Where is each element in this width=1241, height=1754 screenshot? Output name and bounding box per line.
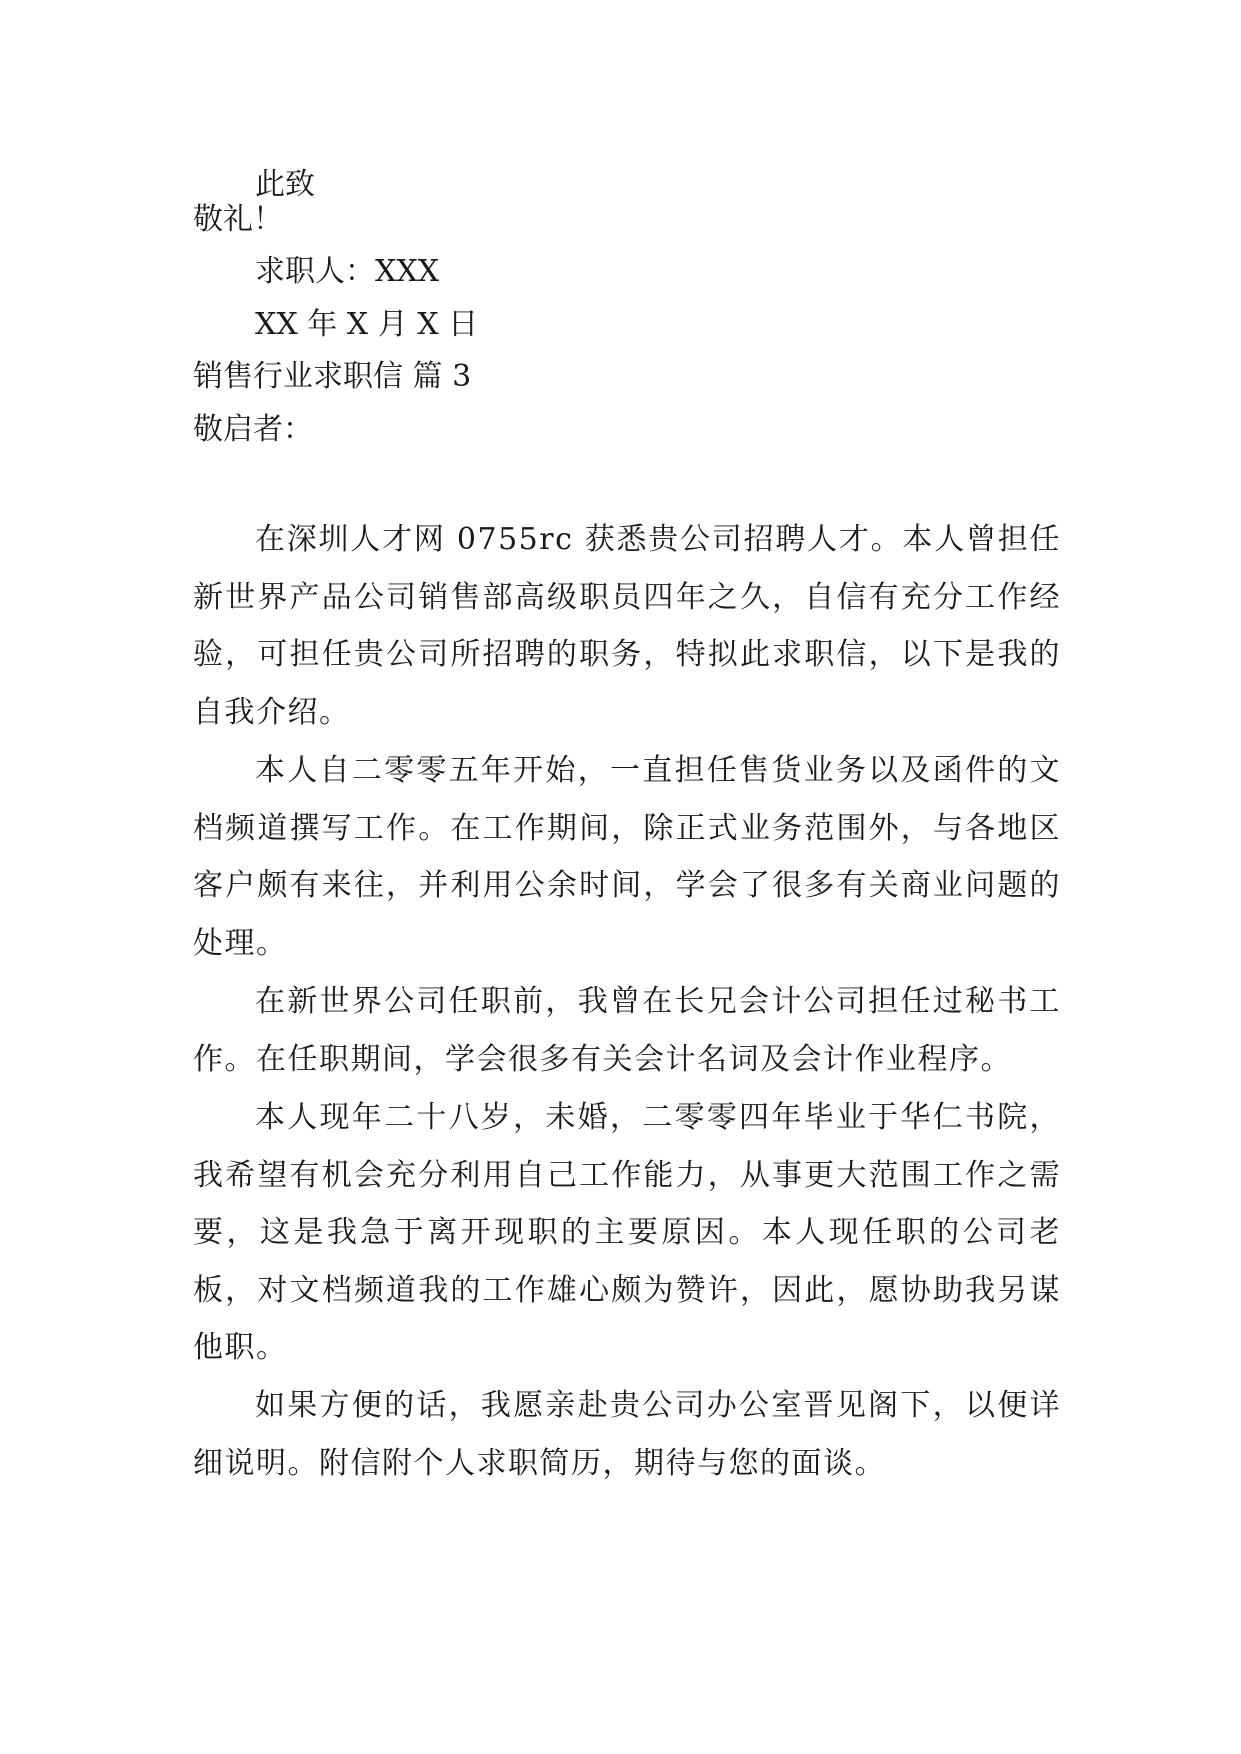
body-paragraph: 本人自二零零五年开始，一直担任售货业务以及函件的文档频道撰写工作。在工作期间，除正式业务范围外，与各地区客户颇有来往，并利用公余时间，学会了很多有关商业问题的处理。	[193, 753, 1061, 961]
letter-date: XX 年 X 月 X 日	[255, 307, 479, 342]
closing-regards: 敬礼！	[193, 202, 283, 237]
section-title: 销售行业求职信 篇 3	[193, 359, 472, 394]
body-paragraph: 在新世界公司任职前，我曾在长兄会计公司担任过秘书工作。在任职期间，学会很多有关会计名词及会计作业程序。	[193, 984, 1061, 1077]
applicant-signature: 求职人：XXX	[255, 254, 440, 289]
body-paragraph: 在深圳人才网 0755rc 获悉贵公司招聘人才。本人曾担任新世界产品公司销售部高级职员四年之久，自信有充分工作经验，可担任贵公司所招聘的职务，特拟此求职信，以下是我的自我介绍。	[193, 522, 1061, 730]
body-paragraph: 本人现年二十八岁，未婚，二零零四年毕业于华仁书院，我希望有机会充分利用自己工作能力，从事更大范围工作之需要，这是我急于离开现职的主要原因。本人现任职的公司老板，对文档频道我的工作雄心颇为赞许，因此，愿协助我另谋他职。	[193, 1100, 1061, 1365]
letter-greeting: 敬启者：	[193, 412, 313, 447]
closing-salutation: 此致	[255, 167, 315, 202]
body-paragraph: 如果方便的话，我愿亲赴贵公司办公室晋见阁下，以便详细说明。附信附个人求职简历，期待与您的面谈。	[193, 1388, 1061, 1481]
